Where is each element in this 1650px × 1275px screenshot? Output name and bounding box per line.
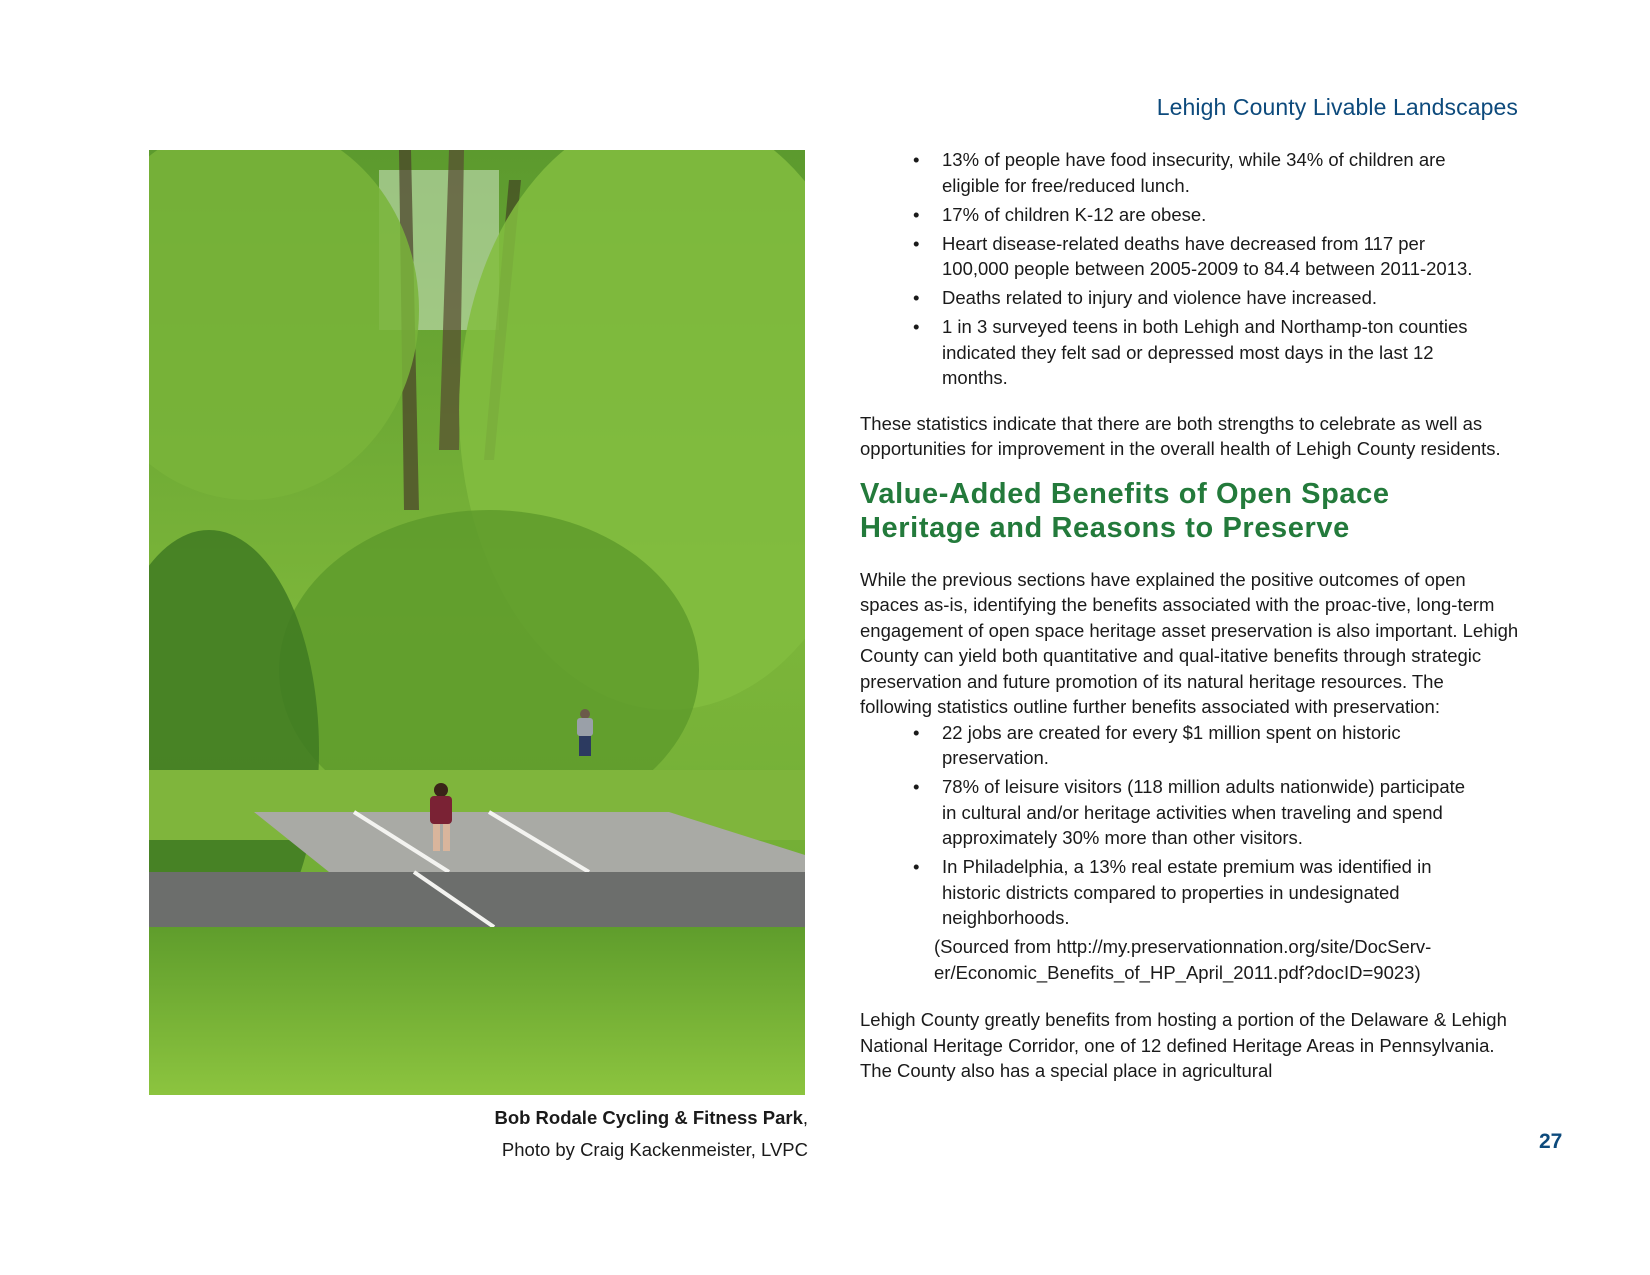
- list-item: • 1 in 3 surveyed teens in both Lehigh and Northamp-ton counties indicated they felt sad or depressed most days in the last 12 months.: [914, 314, 1474, 391]
- list-item: • 17% of children K-12 are obese.: [914, 202, 1474, 228]
- source-note: (Sourced from http://my.preservationnation.org/site/DocServ-er/Economic_Benefits_of_HP_April_2011.pdf?docID=9023): [934, 936, 1432, 983]
- closing-paragraph: Lehigh County greatly benefits from hosting a portion of the Delaware & Lehigh National Heritage Corridor, one of 12 defined Heritage Areas in Pennsylvania. The County also has a special place in agricultural: [860, 1009, 1507, 1081]
- section-heading: Value-Added Benefits of Open Space Heritage and Reasons to Preserve: [860, 477, 1390, 544]
- health-stats-list: [860, 147, 1474, 391]
- cross-road: [149, 872, 805, 927]
- running-header-title: Lehigh County Livable Landscapes: [1156, 94, 1518, 120]
- section-intro-paragraph: While the previous sections have explained the positive outcomes of open spaces as-is, identifying the benefits associated with the proac-tive, long-term engagement of open space heritage asset preservation is also important. Lehigh County can yield both quantitative and qual-itative benefits through strategic preservation and future promotion of its natural heritage resources. The following statistics outline further benefits associated with preservation:: [860, 568, 1519, 717]
- park-photo-illustration: [149, 150, 805, 1095]
- list-item: • Heart disease-related deaths have decreased from 117 per 100,000 people between 2005-2009 to 84.4 between 2011-2013.: [914, 231, 1474, 282]
- list-item: • 78% of leisure visitors (118 million adults nationwide) participate in cultural and/or heritage activities when traveling and spend approximately 30% more than other visitors.: [914, 774, 1474, 851]
- preservation-stats-list: [860, 720, 1474, 931]
- park-photo: [149, 150, 805, 1095]
- list-item: • Deaths related to injury and violence have increased.: [914, 285, 1474, 311]
- caption-title-suffix: ,: [802, 1107, 808, 1128]
- photo-caption: [494, 1102, 808, 1166]
- summary-paragraph: These statistics indicate that there are both strengths to celebrate as well as opportunities for improvement in the overall health of Lehigh County residents.: [860, 412, 1501, 459]
- caption-title: Bob Rodale Cycling & Fitness Park: [494, 1107, 803, 1128]
- list-item: • 13% of people have food insecurity, while 34% of children are eligible for free/reduced lunch.: [914, 147, 1474, 198]
- text-column: [860, 147, 1520, 1084]
- list-item: • 22 jobs are created for every $1 million spent on historic preservation.: [914, 720, 1474, 771]
- page-number: 27: [1539, 1130, 1563, 1153]
- caption-credit: Photo by Craig Kackenmeister, LVPC: [501, 1139, 808, 1160]
- lawn-foreground: [149, 927, 805, 1095]
- list-item: • In Philadelphia, a 13% real estate premium was identified in historic districts compared to properties in undesignated neighborhoods.: [914, 854, 1474, 931]
